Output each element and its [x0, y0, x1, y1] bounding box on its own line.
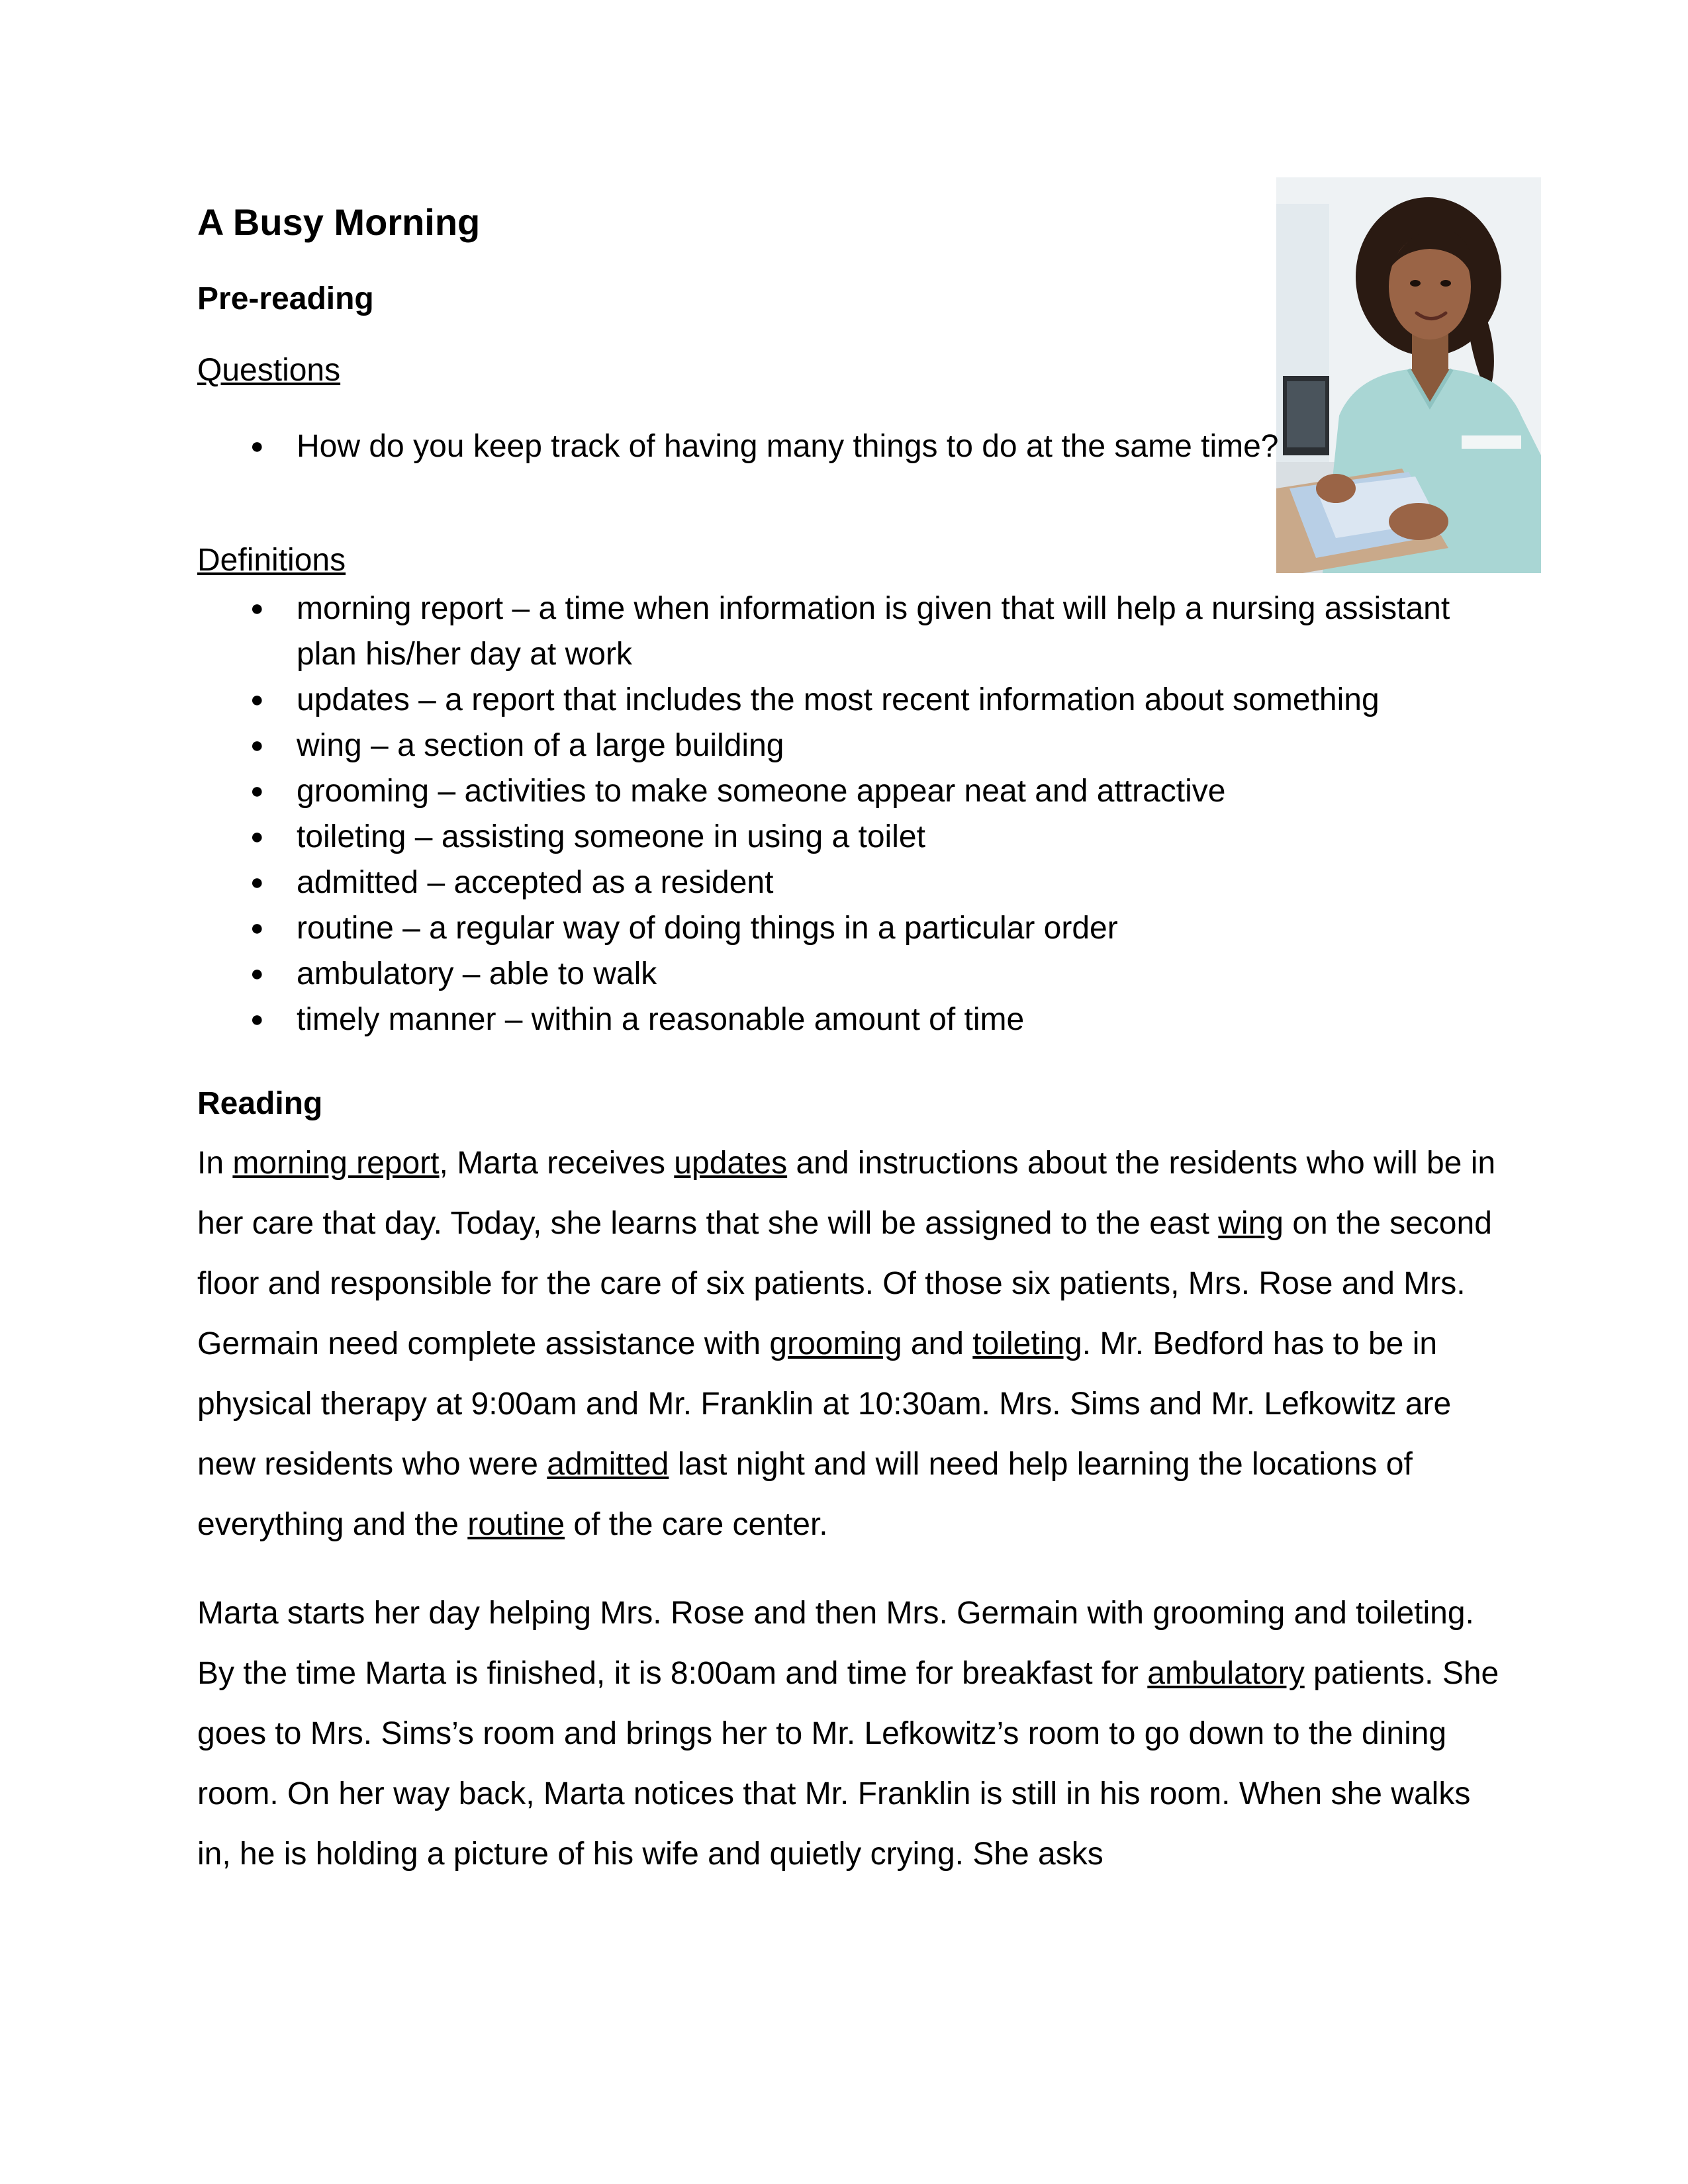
- nurse-illustration: [1276, 177, 1541, 573]
- nurse-photo: [1276, 177, 1541, 573]
- vocabulary-term: ambulatory: [1147, 1656, 1305, 1691]
- list-item: ● How do you keep track of having many things to do at the same time?: [197, 424, 1323, 469]
- list-item: ● admitted – accepted as a resident: [197, 860, 1488, 905]
- vocabulary-term: updates: [674, 1146, 788, 1181]
- list-item: ● timely manner – within a reasonable amount of time: [197, 997, 1488, 1042]
- prereading-heading: Pre-reading: [197, 281, 374, 316]
- reading-paragraph-1: In morning report, Marta receives updates and instructions about the residents who will be in her care that day. Today, she learns that she will be assigned to the east wing on the second floor and responsible for the care of six patients. Of those six patients, Mrs. Rose and Mrs. Germain need complete assistance with grooming and toileting. Mr. Bedford has to be in physical therapy at 9:00am and Mr. Franklin at 10:30am. Mrs. Sims and Mr. Lefkowitz are new residents who were admitted last night and will need help learning the locations of everything and the routine of the care center.: [197, 1146, 1496, 1542]
- list-item: ● toileting – assisting someone in using a toilet: [197, 814, 1488, 860]
- list-item: ● ambulatory – able to walk: [197, 951, 1488, 997]
- vocabulary-term: admitted: [547, 1447, 669, 1482]
- vocabulary-term: routine: [467, 1507, 565, 1542]
- list-item: ● morning report – a time when information is given that will help a nursing assistant plan his/her day at work: [197, 586, 1488, 677]
- definitions-label: Definitions: [197, 543, 346, 578]
- list-item: ● grooming – activities to make someone appear neat and attractive: [197, 768, 1488, 814]
- vocabulary-term: toileting: [972, 1326, 1082, 1361]
- bullet-icon: ●: [250, 687, 264, 712]
- bullet-icon: ●: [250, 733, 264, 758]
- bullet-icon: ●: [250, 596, 264, 621]
- bullet-icon: ●: [250, 778, 264, 803]
- bullet-icon: ●: [250, 433, 264, 459]
- reading-heading: Reading: [197, 1086, 323, 1121]
- bullet-icon: ●: [250, 870, 264, 895]
- vocabulary-term: morning report: [232, 1146, 440, 1181]
- list-item: ● routine – a regular way of doing things in a particular order: [197, 905, 1488, 951]
- questions-label: Questions: [197, 353, 341, 388]
- bullet-icon: ●: [250, 1007, 264, 1032]
- bullet-icon: ●: [250, 961, 264, 986]
- bullet-icon: ●: [250, 824, 264, 849]
- questions-list: [197, 424, 1323, 469]
- page-title: A Busy Morning: [197, 201, 481, 243]
- list-item: ● updates – a report that includes the most recent information about something: [197, 677, 1488, 723]
- list-item: ● wing – a section of a large building: [197, 723, 1488, 768]
- vocabulary-term: grooming: [769, 1326, 902, 1361]
- vocabulary-term: wing: [1218, 1206, 1284, 1241]
- reading-paragraph-2: Marta starts her day helping Mrs. Rose and then Mrs. Germain with grooming and toileting. By the time Marta is finished, it is 8:00am and time for breakfast for ambulatory patients. She goes to Mrs. Sims’s room and brings her to Mr. Lefkowitz’s room to go down to the dining room. On her way back, Marta notices that Mr. Franklin is still in his room. When she walks in, he is holding a picture of his wife and quietly crying. She asks: [197, 1596, 1499, 1872]
- bullet-icon: ●: [250, 915, 264, 940]
- definitions-list: [197, 586, 1488, 1042]
